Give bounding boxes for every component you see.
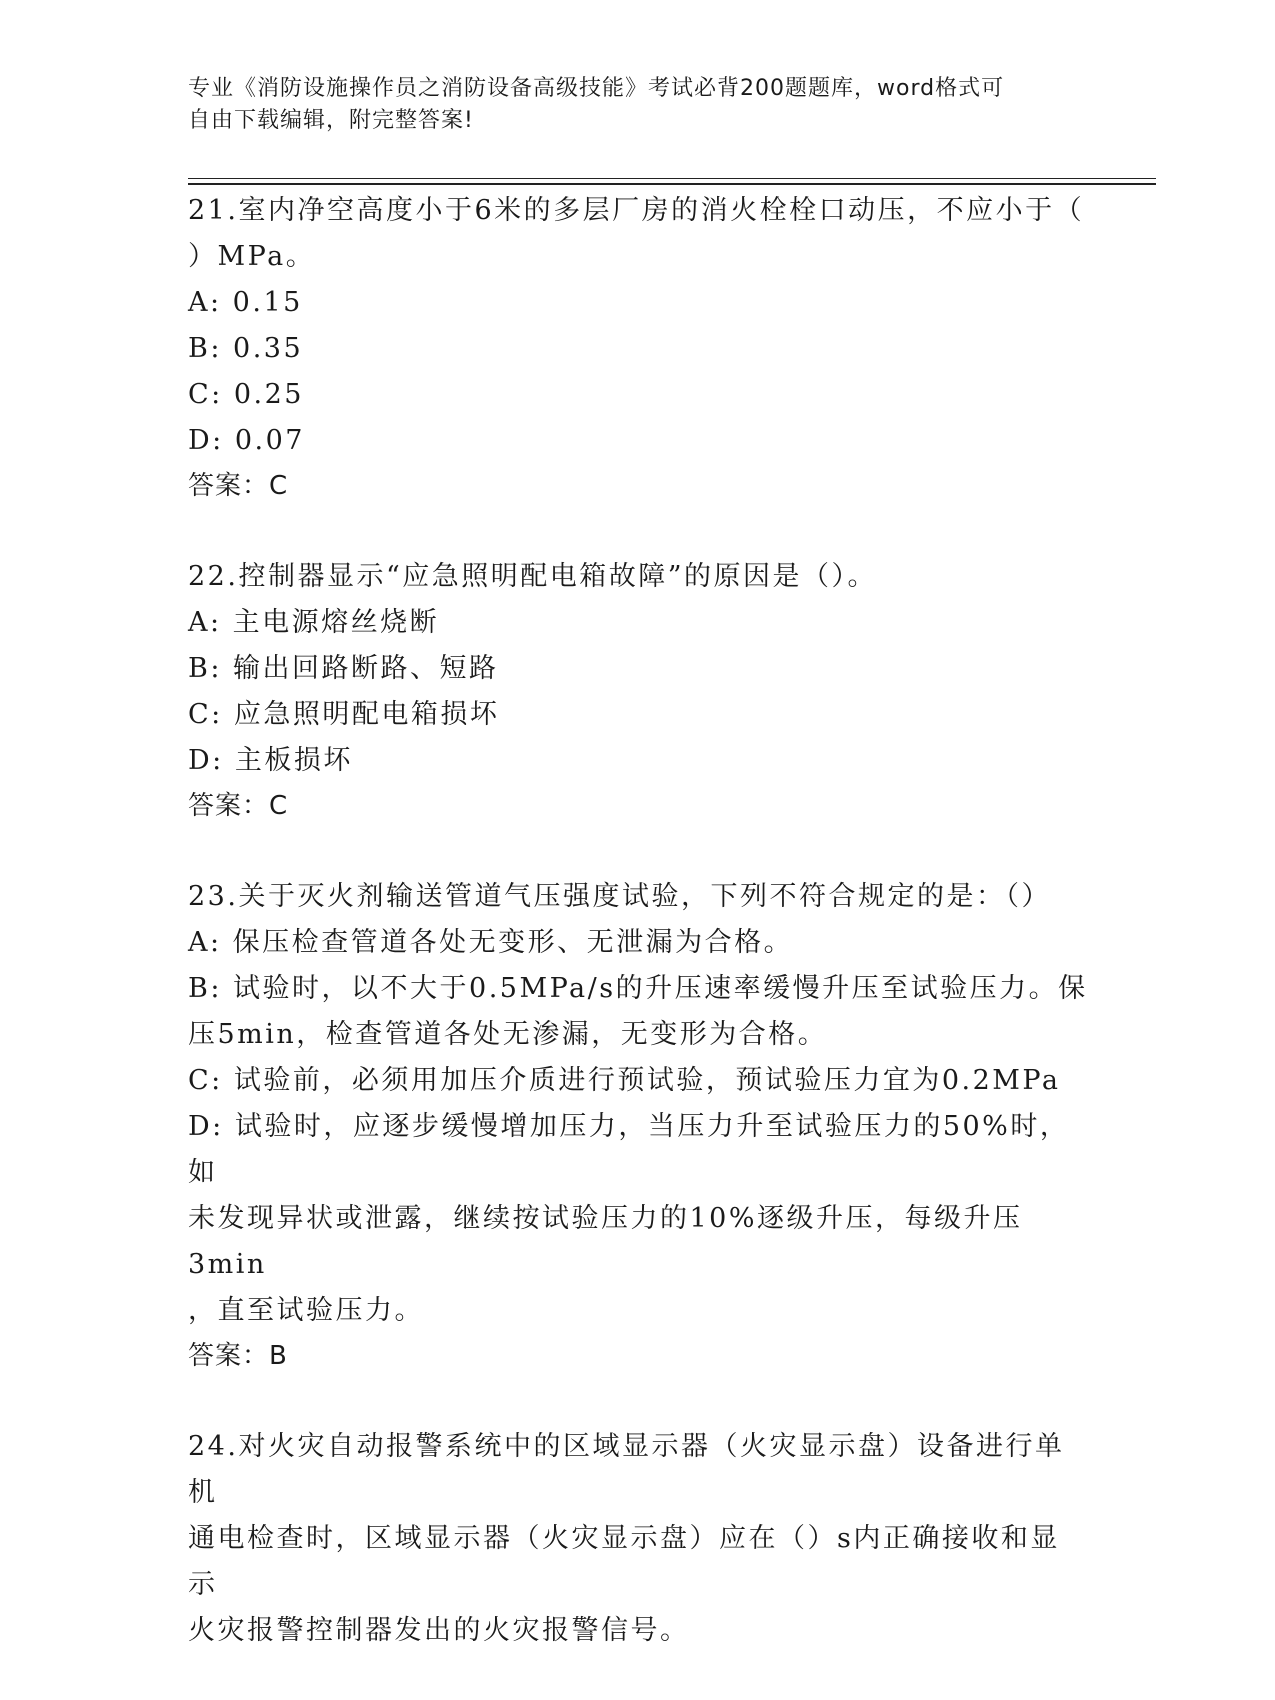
question-22 [188, 554, 1088, 828]
answer-label: 答案：B [188, 1341, 288, 1371]
option-c: C: 应急照明配电箱损坏 [188, 699, 500, 730]
option-d-continued: 未发现异状或泄露，继续按试验压力的10%逐级升压，每级升压3min [188, 1203, 1023, 1280]
question-stem-line: 23.关于灭火剂输送管道气压强度试验，下列不符合规定的是：（） [188, 881, 1051, 912]
option-b: B: 试验时，以不大于0.5MPa/s的升压速率缓慢升压至试验压力。保 [188, 973, 1088, 1004]
option-d: D: 试验时，应逐步缓慢增加压力，当压力升至试验压力的50%时，如 [188, 1111, 1070, 1188]
question-stem-line: 22.控制器显示“应急照明配电箱故障”的原因是（）。 [188, 561, 878, 592]
option-b-continued: 压5min，检查管道各处无渗漏，无变形为合格。 [188, 1019, 828, 1050]
option-a: A: 0.15 [188, 287, 303, 318]
question-stem-line: ）MPa。 [188, 241, 316, 272]
question-stem-line: 21.室内净空高度小于6米的多层厂房的消火栓栓口动压，不应小于（ [188, 195, 1085, 226]
question-21 [188, 188, 1088, 508]
header-divider-thin [188, 178, 1156, 179]
header-line-1: 专业《消防设施操作员之消防设备高级技能》考试必背200题题库，word格式可 [188, 76, 1005, 101]
option-a: A: 主电源熔丝烧断 [188, 607, 440, 638]
question-list [188, 188, 1088, 1700]
answer-label: 答案：C [188, 791, 289, 821]
document-header [188, 73, 1068, 137]
option-b: B: 0.35 [188, 333, 304, 364]
question-stem-line: 通电检查时，区域显示器（火灾显示盘）应在（）s内正确接收和显示 [188, 1523, 1060, 1600]
option-b: B: 输出回路断路、短路 [188, 653, 499, 684]
question-stem-line: 火灾报警控制器发出的火灾报警信号。 [188, 1615, 690, 1646]
option-c: C: 0.25 [188, 379, 304, 410]
question-stem-line: 24.对火灾自动报警系统中的区域显示器（火灾显示盘）设备进行单机 [188, 1431, 1065, 1508]
question-23 [188, 874, 1088, 1378]
option-d-continued: ，直至试验压力。 [188, 1295, 424, 1326]
question-24 [188, 1424, 1088, 1654]
answer-label: 答案：C [188, 471, 289, 501]
header-divider-thick [188, 183, 1156, 185]
header-line-2: 自由下载编辑，附完整答案! [188, 108, 474, 133]
option-d: D: 0.07 [188, 425, 305, 456]
option-d: D: 主板损坏 [188, 745, 353, 776]
option-a: A: 保压检查管道各处无变形、无泄漏为合格。 [188, 927, 794, 958]
option-c: C: 试验前，必须用加压介质进行预试验，预试验压力宜为0.2MPa [188, 1065, 1061, 1096]
